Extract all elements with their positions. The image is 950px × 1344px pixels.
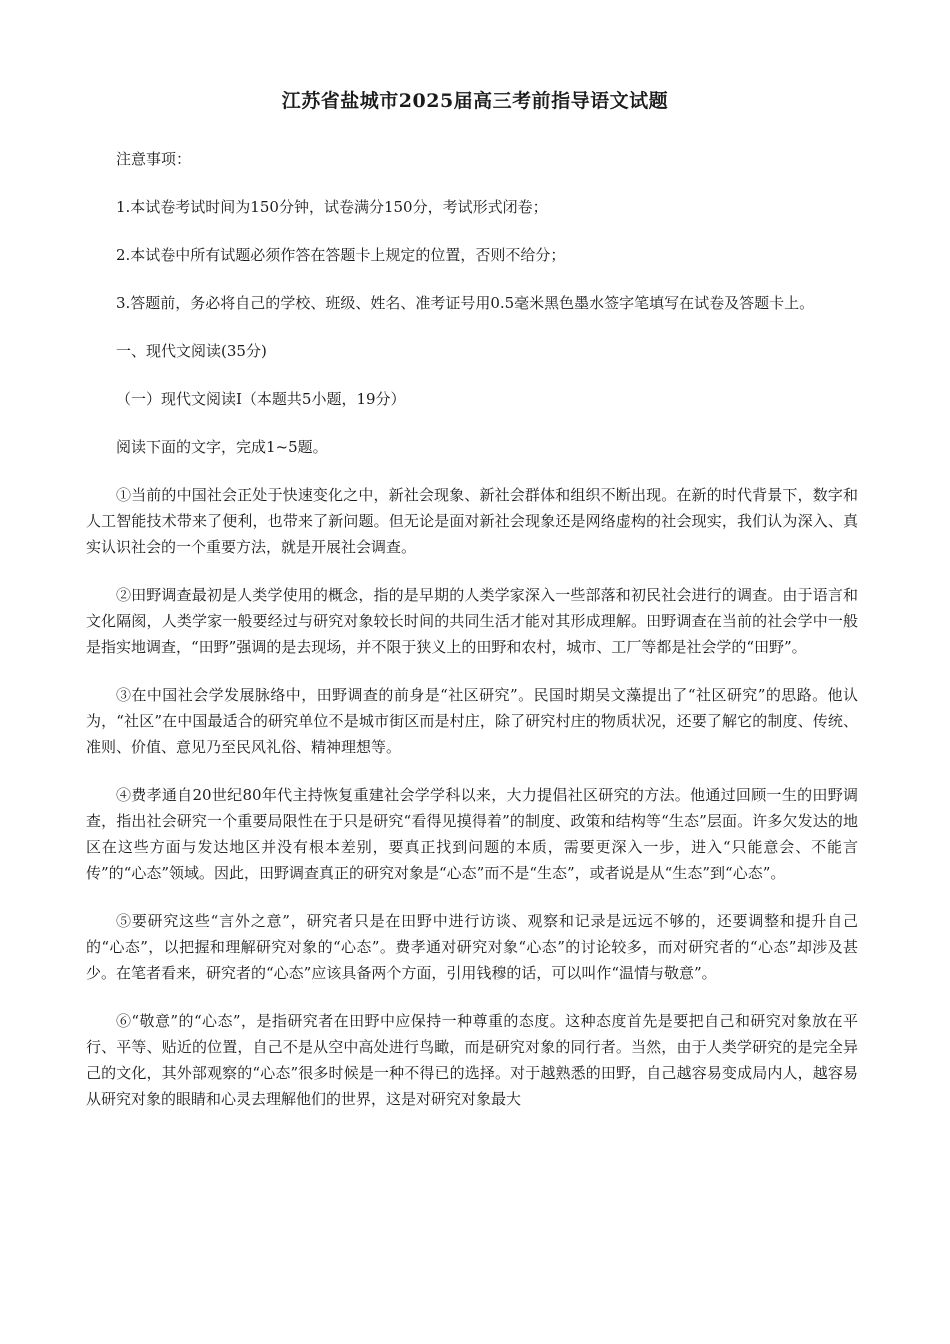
passage-paragraph-5: ⑤要研究这些“言外之意”，研究者只是在田野中进行访谈、观察和记录是远远不够的，还要调整和提升自己的“心态”，以把握和理解研究对象的“心态”。费孝通对研究对象“心态”的讨论较多，而对研究者的“心态”却涉及甚少。在笔者看来，研究者的“心态”应该具备两个方面，引用钱穆的话，可以叫作“温情与敬意”。 <box>86 912 858 982</box>
page-title: 江苏省盐城市2025届高三考前指导语文试题 <box>281 90 669 112</box>
section-subheading: （一）现代文阅读Ⅰ（本题共5小题，19分） <box>116 390 406 408</box>
exam-content <box>86 146 858 1134</box>
passage-paragraph-4: ④费孝通自20世纪80年代主持恢复重建社会学学科以来，大力提倡社区研究的方法。他通过回顾一生的田野调查，指出社会研究一个重要局限性在于只是研究“看得见摸得着”的制度、政策和结构等“生态”层面。许多欠发达的地区在这些方面与发达地区并没有根本差别，要真正找到问题的本质，需要更深入一步，进入“只能意会、不能言传”的“心态”领域。因此，田野调查真正的研究对象是“心态”而不是“生态”，或者说是从“生态”到“心态”。 <box>86 786 858 882</box>
reading-instruction: 阅读下面的文字，完成1~5题。 <box>116 438 328 456</box>
passage-paragraph-1: ①当前的中国社会正处于快速变化之中，新社会现象、新社会群体和组织不断出现。在新的时代背景下，数字和人工智能技术带来了便利，也带来了新问题。但无论是面对新社会现象还是网络虚构的社会现实，我们认为深入、真实认识社会的一个重要方法，就是开展社会调查。 <box>86 486 858 556</box>
notice-item-3: 3.答题前，务必将自己的学校、班级、姓名、准考证号用0.5毫米黑色墨水签字笔填写在试卷及答题卡上。 <box>116 294 815 312</box>
passage-paragraph-6: ⑥“敬意”的“心态”，是指研究者在田野中应保持一种尊重的态度。这种态度首先是要把自己和研究对象放在平行、平等、贴近的位置，自己不是从空中高处进行鸟瞰，而是研究对象的同行者。当然，由于人类学研究的是完全异己的文化，其外部观察的“心态”很多时候是一种不得已的选择。对于越熟悉的田野，自己越容易变成局内人，越容易从研究对象的眼睛和心灵去理解他们的世界，这是对研究对象最大 <box>86 1012 858 1108</box>
notice-heading: 注意事项： <box>116 150 192 168</box>
passage-paragraph-3: ③在中国社会学发展脉络中，田野调查的前身是“社区研究”。民国时期吴文藻提出了“社区研究”的思路。他认为，“社区”在中国最适合的研究单位不是城市街区而是村庄，除了研究村庄的物质状况，还要了解它的制度、传统、准则、价值、意见乃至民风礼俗、精神理想等。 <box>86 686 858 756</box>
notice-item-1: 1.本试卷考试时间为150分钟，试卷满分150分，考试形式闭卷； <box>116 198 548 216</box>
section-heading: 一、现代文阅读(35分) <box>116 342 267 360</box>
notice-item-2: 2.本试卷中所有试题必须作答在答题卡上规定的位置，否则不给分； <box>116 246 566 264</box>
passage-paragraph-2: ②田野调查最初是人类学使用的概念，指的是早期的人类学家深入一些部落和初民社会进行的调查。由于语言和文化隔阂，人类学家一般要经过与研究对象较长时间的共同生活才能对其形成理解。田野调查在当前的社会学中一般是指实地调查，“田野”强调的是去现场，并不限于狭义上的田野和农村，城市、工厂等都是社会学的“田野”。 <box>86 586 858 656</box>
